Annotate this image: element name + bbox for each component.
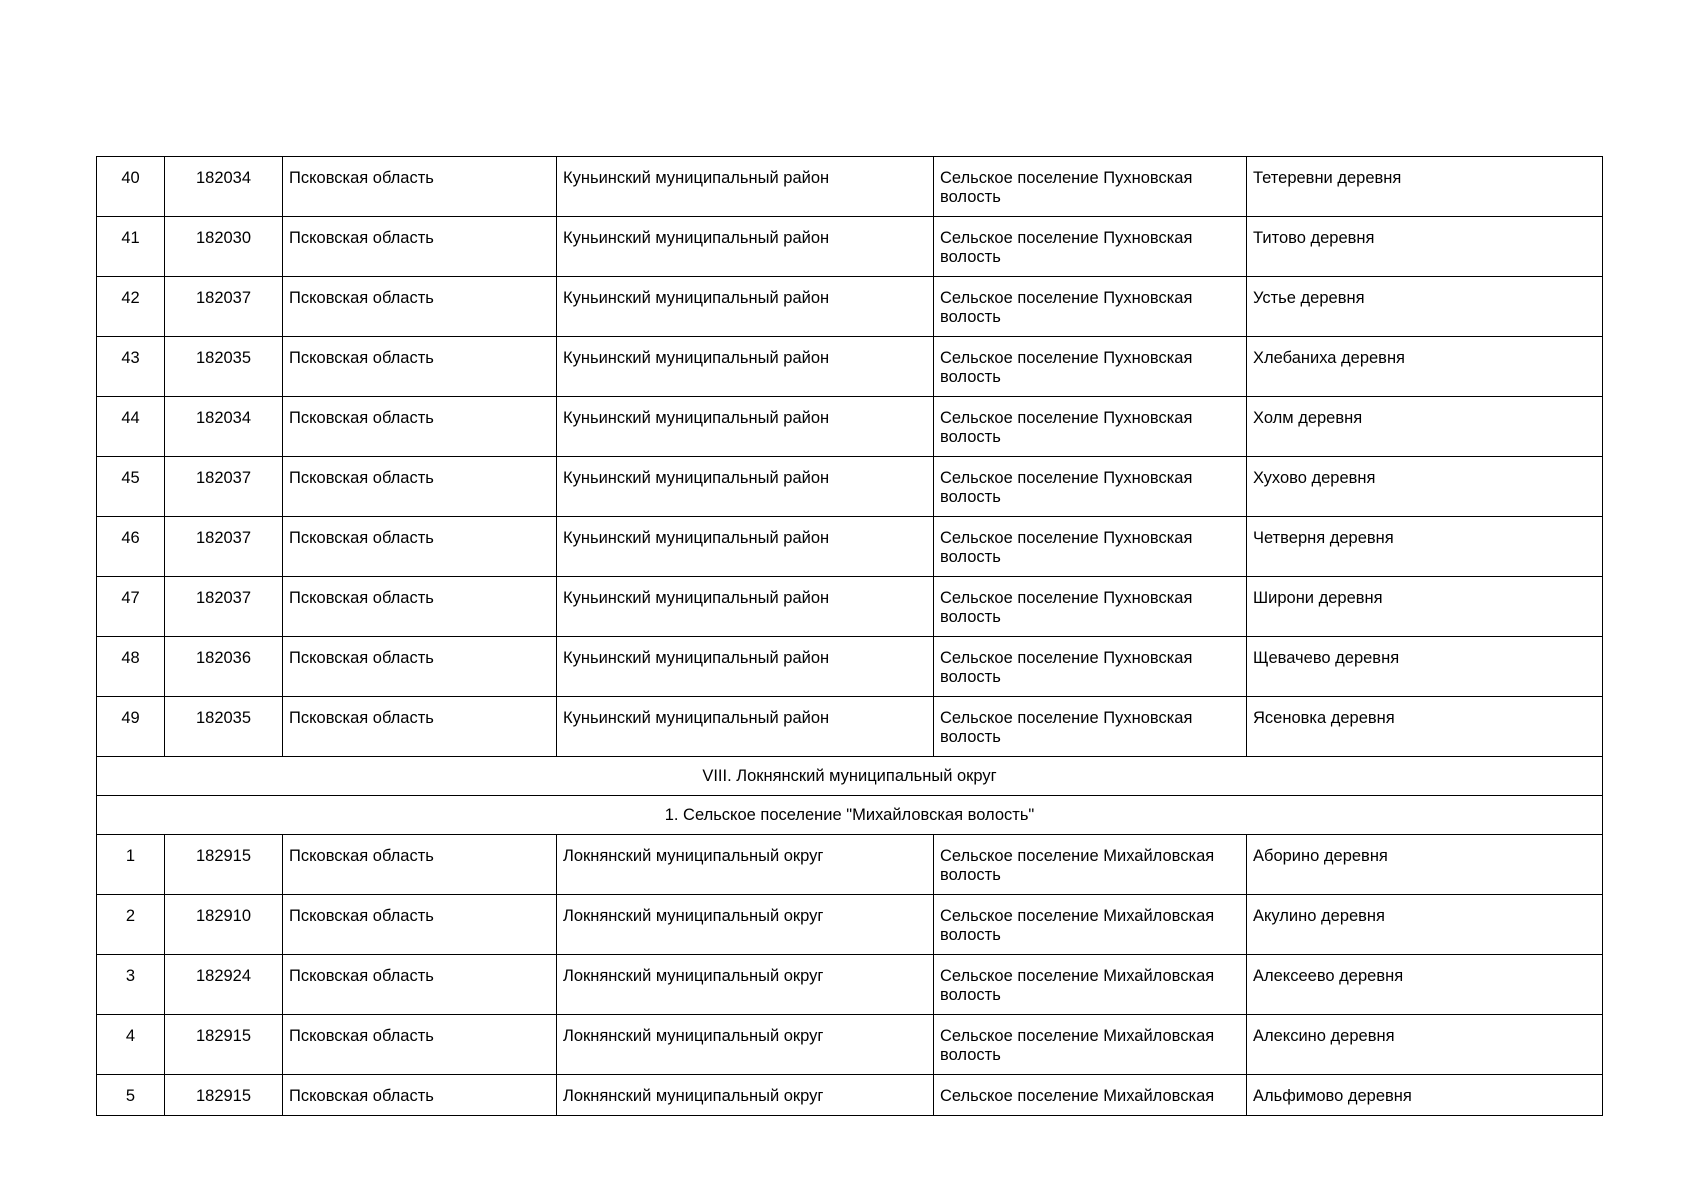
region-cell: Псковская область xyxy=(283,1015,557,1075)
settlement-cell: Сельское поселение Михайловская волость xyxy=(934,895,1247,955)
settlement-cell: Сельское поселение Пухновская волость xyxy=(934,697,1247,757)
district-cell: Куньинский муниципальный район xyxy=(557,457,934,517)
table-row xyxy=(97,835,1603,895)
postal-index: 182037 xyxy=(165,577,283,637)
region-cell: Псковская область xyxy=(283,457,557,517)
subsection-heading-row xyxy=(97,796,1603,835)
locality-cell: Широни деревня xyxy=(1247,577,1603,637)
table-row xyxy=(97,955,1603,1015)
register-table xyxy=(96,156,1603,1116)
settlement-cell: Сельское поселение Михайловская волость xyxy=(934,835,1247,895)
region-cell: Псковская область xyxy=(283,895,557,955)
table-row xyxy=(97,637,1603,697)
row-number: 40 xyxy=(97,157,165,217)
settlement-cell: Сельское поселение Пухновская волость xyxy=(934,637,1247,697)
table-row xyxy=(97,277,1603,337)
district-cell: Куньинский муниципальный район xyxy=(557,517,934,577)
settlement-cell: Сельское поселение Пухновская волость xyxy=(934,397,1247,457)
region-cell: Псковская область xyxy=(283,697,557,757)
settlement-cell: Сельское поселение Пухновская волость xyxy=(934,577,1247,637)
table-row xyxy=(97,157,1603,217)
section-heading-row xyxy=(97,757,1603,796)
rows-kuninsky xyxy=(97,157,1603,757)
postal-index: 182036 xyxy=(165,637,283,697)
district-cell: Куньинский муниципальный район xyxy=(557,697,934,757)
district-cell: Куньинский муниципальный район xyxy=(557,577,934,637)
locality-cell: Акулино деревня xyxy=(1247,895,1603,955)
postal-index: 182915 xyxy=(165,835,283,895)
region-cell: Псковская область xyxy=(283,637,557,697)
settlement-cell: Сельское поселение Михайловская волость xyxy=(934,1015,1247,1075)
locality-cell: Хлебаниха деревня xyxy=(1247,337,1603,397)
table-row xyxy=(97,337,1603,397)
district-cell: Куньинский муниципальный район xyxy=(557,397,934,457)
table-row xyxy=(97,697,1603,757)
locality-cell: Алексеево деревня xyxy=(1247,955,1603,1015)
table-row xyxy=(97,457,1603,517)
settlement-cell: Сельское поселение Пухновская волость xyxy=(934,217,1247,277)
table-row xyxy=(97,577,1603,637)
rows-mikhailovskaya xyxy=(97,835,1603,1116)
district-cell: Локнянский муниципальный округ xyxy=(557,955,934,1015)
region-cell: Псковская область xyxy=(283,277,557,337)
section-heading: VIII. Локнянский муниципальный округ xyxy=(97,757,1603,796)
settlement-cell: Сельское поселение Михайловская волость xyxy=(934,955,1247,1015)
district-cell: Локнянский муниципальный округ xyxy=(557,835,934,895)
row-number: 1 xyxy=(97,835,165,895)
settlement-cell: Сельское поселение Пухновская волость xyxy=(934,457,1247,517)
postal-index: 182037 xyxy=(165,457,283,517)
region-cell: Псковская область xyxy=(283,1075,557,1116)
row-number: 3 xyxy=(97,955,165,1015)
locality-cell: Устье деревня xyxy=(1247,277,1603,337)
locality-cell: Холм деревня xyxy=(1247,397,1603,457)
row-number: 49 xyxy=(97,697,165,757)
district-cell: Куньинский муниципальный район xyxy=(557,637,934,697)
locality-cell: Альфимово деревня xyxy=(1247,1075,1603,1116)
region-cell: Псковская область xyxy=(283,397,557,457)
postal-index: 182915 xyxy=(165,1015,283,1075)
region-cell: Псковская область xyxy=(283,337,557,397)
table-row xyxy=(97,397,1603,457)
postal-index: 182034 xyxy=(165,157,283,217)
district-cell: Локнянский муниципальный округ xyxy=(557,1015,934,1075)
district-cell: Куньинский муниципальный район xyxy=(557,157,934,217)
row-number: 48 xyxy=(97,637,165,697)
locality-cell: Щевачево деревня xyxy=(1247,637,1603,697)
table-row xyxy=(97,1075,1603,1116)
row-number: 45 xyxy=(97,457,165,517)
district-cell: Куньинский муниципальный район xyxy=(557,277,934,337)
row-number: 42 xyxy=(97,277,165,337)
region-cell: Псковская область xyxy=(283,835,557,895)
row-number: 44 xyxy=(97,397,165,457)
locality-cell: Тетеревни деревня xyxy=(1247,157,1603,217)
postal-index: 182037 xyxy=(165,277,283,337)
settlement-cell: Сельское поселение Пухновская волость xyxy=(934,337,1247,397)
postal-index: 182037 xyxy=(165,517,283,577)
postal-index: 182915 xyxy=(165,1075,283,1116)
row-number: 47 xyxy=(97,577,165,637)
district-cell: Куньинский муниципальный район xyxy=(557,337,934,397)
region-cell: Псковская область xyxy=(283,577,557,637)
row-number: 4 xyxy=(97,1015,165,1075)
table-row xyxy=(97,217,1603,277)
locality-cell: Хухово деревня xyxy=(1247,457,1603,517)
table-row xyxy=(97,517,1603,577)
row-number: 41 xyxy=(97,217,165,277)
settlement-cell: Сельское поселение Пухновская волость xyxy=(934,157,1247,217)
locality-cell: Алексино деревня xyxy=(1247,1015,1603,1075)
postal-index: 182910 xyxy=(165,895,283,955)
postal-index: 182035 xyxy=(165,697,283,757)
locality-cell: Титово деревня xyxy=(1247,217,1603,277)
district-cell: Куньинский муниципальный район xyxy=(557,217,934,277)
district-cell: Локнянский муниципальный округ xyxy=(557,1075,934,1116)
row-number: 2 xyxy=(97,895,165,955)
region-cell: Псковская область xyxy=(283,157,557,217)
settlement-cell: Сельское поселение Пухновская волость xyxy=(934,277,1247,337)
table-row xyxy=(97,1015,1603,1075)
subsection-heading: 1. Сельское поселение "Михайловская волость" xyxy=(97,796,1603,835)
district-cell: Локнянский муниципальный округ xyxy=(557,895,934,955)
locality-cell: Четверня деревня xyxy=(1247,517,1603,577)
locality-cell: Ясеновка деревня xyxy=(1247,697,1603,757)
region-cell: Псковская область xyxy=(283,517,557,577)
postal-index: 182924 xyxy=(165,955,283,1015)
row-number: 43 xyxy=(97,337,165,397)
section-lokniansky xyxy=(97,757,1603,835)
postal-index: 182030 xyxy=(165,217,283,277)
postal-index: 182035 xyxy=(165,337,283,397)
settlement-cell: Сельское поселение Пухновская волость xyxy=(934,517,1247,577)
locality-cell: Аборино деревня xyxy=(1247,835,1603,895)
region-cell: Псковская область xyxy=(283,955,557,1015)
settlement-cell: Сельское поселение Михайловская xyxy=(934,1075,1247,1116)
row-number: 46 xyxy=(97,517,165,577)
row-number: 5 xyxy=(97,1075,165,1116)
table-row xyxy=(97,895,1603,955)
region-cell: Псковская область xyxy=(283,217,557,277)
postal-index: 182034 xyxy=(165,397,283,457)
